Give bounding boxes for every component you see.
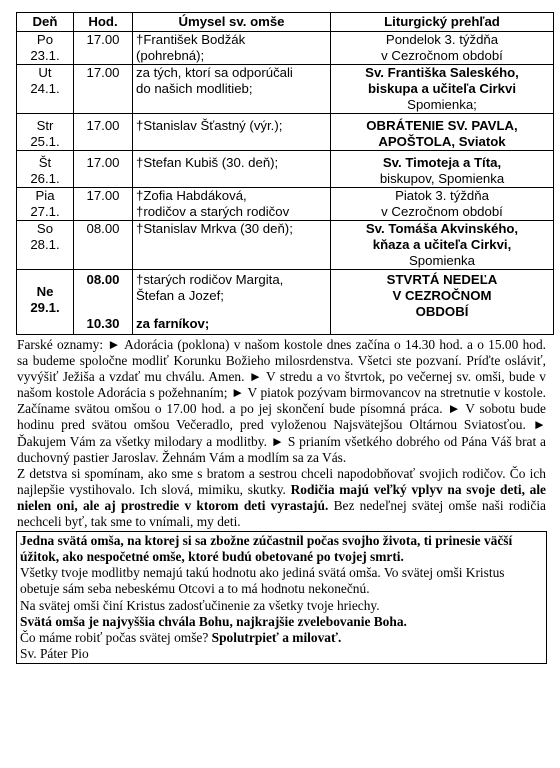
table-header-row: [17, 13, 554, 32]
quote-line: Svätá omša je najvyššia chvála Bohu, najkrajšie zvelebovanie Boha.: [20, 613, 407, 629]
time-cell: 08.00 10.30: [74, 270, 133, 335]
header-time: Hod.: [74, 13, 133, 32]
intention-cell: †starých rodičov Margita, Štefan a Jozef; za farníkov;: [133, 270, 331, 335]
quote-line: Čo máme robiť počas svätej omše? Spolutrpieť a milovať.: [20, 629, 342, 645]
header-day: Deň: [17, 13, 74, 32]
time-cell: 17.00: [74, 151, 133, 188]
liturgy-cell: Sv. Františka Saleského, biskupa a učiteľa Cirkvi Spomienka;: [331, 65, 554, 114]
quote-box: [16, 531, 547, 664]
reflection-paragraph: Z detstva si spomínam, ako sme s bratom a sestrou chceli napodobňovať svojich rodičov. Čo ich najlepšie vystihovalo. Ich slová, mimiku, skutky. Rodičia majú veľký vplyv na svoje deti, ale nielen oni, ale aj prostredie v ktorom deti vyrastajú. Bez nedeľnej svätej omše naši rodičia nechceli byť, tak sme to vnímali, my deti.: [17, 465, 546, 530]
intention-cell: †František Bodžák (pohrebná);: [133, 32, 331, 65]
time-cell: 08.00: [74, 221, 133, 270]
time-cell: 17.00: [74, 114, 133, 151]
table-row: [17, 114, 554, 151]
liturgy-cell: Piatok 3. týždňa v Cezročnom období: [331, 188, 554, 221]
day-cell: Ut 24.1.: [17, 65, 74, 114]
table-row: [17, 65, 554, 114]
intention-cell: †Stanislav Šťastný (výr.);: [133, 114, 331, 151]
day-cell: Po 23.1.: [17, 32, 74, 65]
table-row: [17, 151, 554, 188]
quote-author: Sv. Páter Pio: [20, 645, 89, 661]
intention-cell: za tých, ktorí sa odporúčali do našich modlitieb;: [133, 65, 331, 114]
announcements: [16, 335, 547, 530]
announcements-paragraph: Farské oznamy: ► Adorácia (poklona) v našom kostole dnes začína o 14.30 hod. a o 15.00 hod. sa budeme spoločne modliť Korunku Božieho milosrdenstva. Všetci ste pozvaní. Príďte osláviť, vyvýšiť Ježiša a vzdať mu chválu. Amen. ► V stredu a vo štvrtok, po večernej sv. omši, bude v našom kostole Adorácia s požehnaním; ► V piatok pozývam birmovancov na stretnutie v kostole. Začíname svätou omšou o 17.00 hod. a po jej skončení bude písomná práca. ► V sobotu bude hodinu pred svätou omšou Večeradlo, pred vyloženou Najsvätejšou Oltárnou Sviatosťou. ► Ďakujem Vám za všetky milodary a modlitby. ► S prianím všetkého dobrého od Pána Váš brat a duchovný pastier Jaroslav. Žehnám Vám a modlím sa za Vás.: [17, 337, 546, 465]
liturgy-cell: Pondelok 3. týždňa v Cezročnom období: [331, 32, 554, 65]
liturgy-cell: Sv. Tomáša Akvinského, kňaza a učiteľa Cirkvi, Spomienka: [331, 221, 554, 270]
time-cell: 17.00: [74, 188, 133, 221]
time-cell: 17.00: [74, 32, 133, 65]
day-cell: Št 26.1.: [17, 151, 74, 188]
liturgy-cell: OBRÁTENIE SV. PAVLA, APOŠTOLA, Sviatok: [331, 114, 554, 151]
liturgy-cell: STVRTÁ NEDEĽA V CEZROČNOM OBDOBÍ: [331, 270, 554, 335]
day-cell: Pia 27.1.: [17, 188, 74, 221]
table-row: [17, 188, 554, 221]
intention-cell: †Stanislav Mrkva (30 deň);: [133, 221, 331, 270]
header-liturgy: Liturgický prehľad: [331, 13, 554, 32]
mass-schedule-table: [16, 12, 554, 335]
table-row: [17, 32, 554, 65]
table-row-sunday: [17, 270, 554, 335]
day-cell: Ne 29.1.: [17, 270, 74, 335]
header-intention: Úmysel sv. omše: [133, 13, 331, 32]
quote-line: Všetky tvoje modlitby nemajú takú hodnotu ako jediná svätá omša. Vo svätej omši Kristus obetuje sám seba nebeskému Otcovi a to má hodnotu nekonečnú.: [20, 565, 505, 597]
intention-cell: †Zofia Habdáková, †rodičov a starých rodičov: [133, 188, 331, 221]
bulletin-page: [16, 12, 547, 664]
intention-cell: †Stefan Kubiš (30. deň);: [133, 151, 331, 188]
table-row: [17, 221, 554, 270]
quote-line: Na svätej omši činí Kristus zadosťučinenie za všetky tvoje hriechy.: [20, 597, 380, 613]
day-cell: Str 25.1.: [17, 114, 74, 151]
day-cell: So 28.1.: [17, 221, 74, 270]
liturgy-cell: Sv. Timoteja a Títa, biskupov, Spomienka: [331, 151, 554, 188]
quote-line: Jedna svätá omša, na ktorej si sa zbožne zúčastnil počas svojho života, ti prinesie väčší úžitok, ako nespočetné omše, ktoré budú obetované po tvojej smrti.: [20, 533, 513, 565]
time-cell: 17.00: [74, 65, 133, 114]
